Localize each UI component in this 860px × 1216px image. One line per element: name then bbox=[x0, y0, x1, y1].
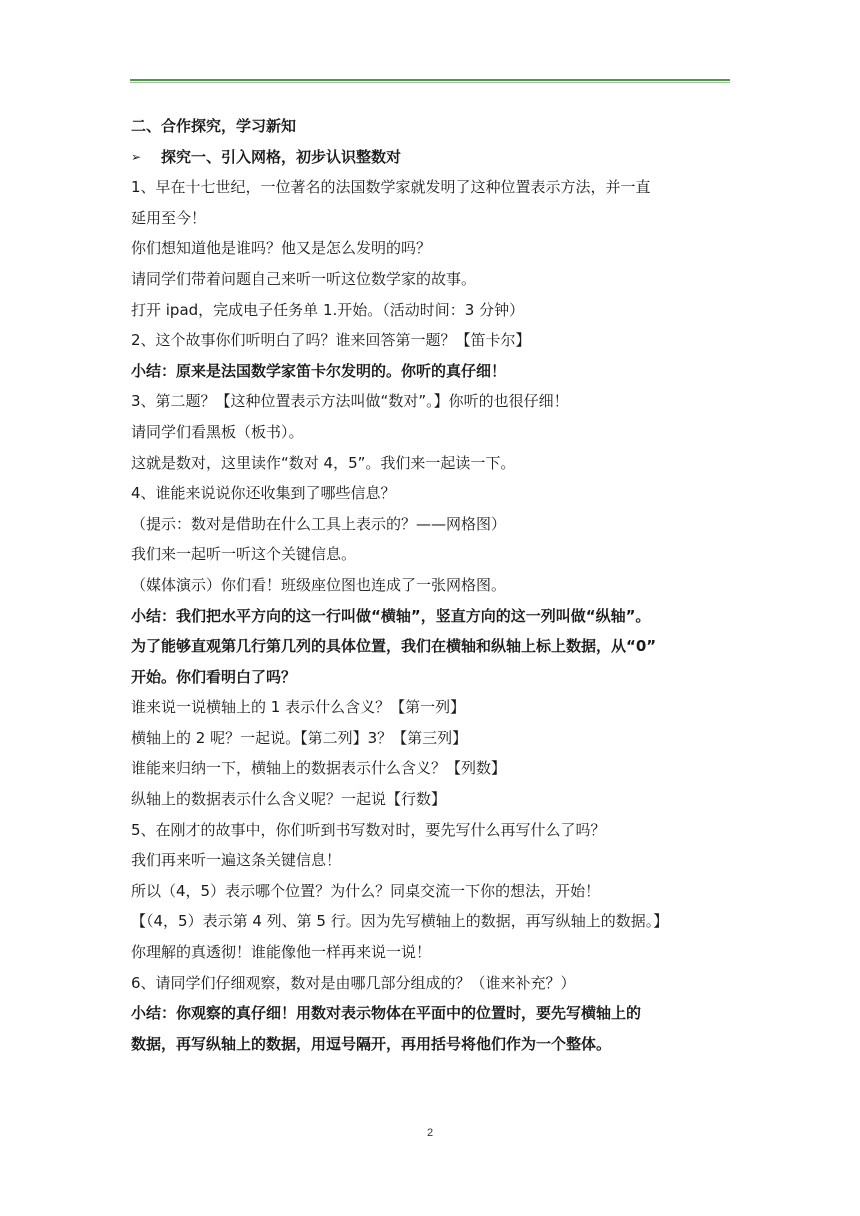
text-line: （提示：数对是借助在什么工具上表示的？——网格图） bbox=[131, 514, 507, 533]
text-line: 4、谁能来说说你还收集到了哪些信息？ bbox=[131, 484, 396, 503]
document-body bbox=[131, 111, 733, 1059]
text-line: （媒体演示）你们看！班级座位图也连成了一张网格图。 bbox=[131, 575, 507, 594]
text-line: 所以（4，5）表示哪个位置？为什么？同桌交流一下你的想法，开始！ bbox=[131, 881, 601, 900]
paragraph-lines bbox=[131, 172, 733, 1059]
text-line: 谁能来归纳一下，横轴上的数据表示什么含义？【列数】 bbox=[131, 759, 507, 778]
text-line: 纵轴上的数据表示什么含义呢？一起说【行数】 bbox=[131, 790, 447, 809]
summary-line: 小结：你观察的真仔细！用数对表示物体在平面中的位置时，要先写横轴上的 bbox=[131, 1004, 642, 1023]
text-line: 1、早在十七世纪，一位著名的法国数学家就发明了这种位置表示方法，并一直 bbox=[131, 178, 651, 197]
text-line: 我们再来听一遍这条关键信息！ bbox=[131, 851, 342, 870]
summary-line: 小结：我们把水平方向的这一行叫做“横轴”，竖直方向的这一列叫做“纵轴”。 bbox=[131, 606, 651, 625]
arrow-bullet-icon: ➢ bbox=[131, 149, 142, 164]
summary-line: 数据，再写纵轴上的数据，用逗号隔开，再用括号将他们作为一个整体。 bbox=[131, 1034, 612, 1053]
text-line: 请同学们看黑板（板书）。 bbox=[131, 422, 304, 441]
section-heading: 二、合作探究，学习新知 bbox=[131, 117, 297, 135]
text-line: 这就是数对，这里读作“数对 4，5”。我们来一起读一下。 bbox=[131, 453, 516, 472]
text-line: 3、第二题？【这种位置表示方法叫做“数对”。】你听的也很仔细！ bbox=[131, 392, 569, 411]
header-rule-thin bbox=[130, 82, 730, 83]
text-line: 延用至今！ bbox=[131, 208, 207, 227]
text-line: 打开 ipad，完成电子任务单 1.开始。（活动时间：3 分钟） bbox=[131, 300, 525, 319]
text-line: 5、在刚才的故事中，你们听到书写数对时，要先写什么再写什么了吗？ bbox=[131, 820, 606, 839]
header-rule bbox=[130, 79, 730, 81]
summary-line: 为了能够直观第几行第几列的具体位置，我们在横轴和纵轴上标上数据，从“0” bbox=[131, 637, 657, 656]
text-line: 2、这个故事你们听明白了吗？谁来回答第一题？【笛卡尔】 bbox=[131, 331, 531, 350]
text-line: 你理解的真透彻！谁能像他一样再来说一说！ bbox=[131, 943, 432, 962]
summary-line: 小结：原来是法国数学家笛卡尔发明的。你听的真仔细！ bbox=[131, 361, 507, 380]
text-line: 【（4，5）表示第 4 列、第 5 行。因为先写横轴上的数据，再写纵轴上的数据。】 bbox=[131, 912, 669, 931]
text-line: 横轴上的 2 呢？一起说。【第二列】3？【第三列】 bbox=[131, 728, 468, 747]
summary-line: 开始。你们看明白了吗？ bbox=[131, 667, 297, 686]
text-line: 我们来一起听一听这个关键信息。 bbox=[131, 545, 357, 564]
text-line: 6、请同学们仔细观察，数对是由哪几部分组成的？（谁来补充？） bbox=[131, 973, 576, 992]
subheading bbox=[131, 142, 733, 173]
subheading-text: 探究一、引入网格，初步认识整数对 bbox=[161, 147, 402, 166]
page-number: 2 bbox=[426, 1127, 434, 1139]
text-line: 你们想知道他是谁吗？他又是怎么发明的吗？ bbox=[131, 239, 432, 258]
text-line: 请同学们带着问题自己来听一听这位数学家的故事。 bbox=[131, 269, 477, 288]
text-line: 谁来说一说横轴上的 1 表示什么含义？【第一列】 bbox=[131, 698, 466, 717]
